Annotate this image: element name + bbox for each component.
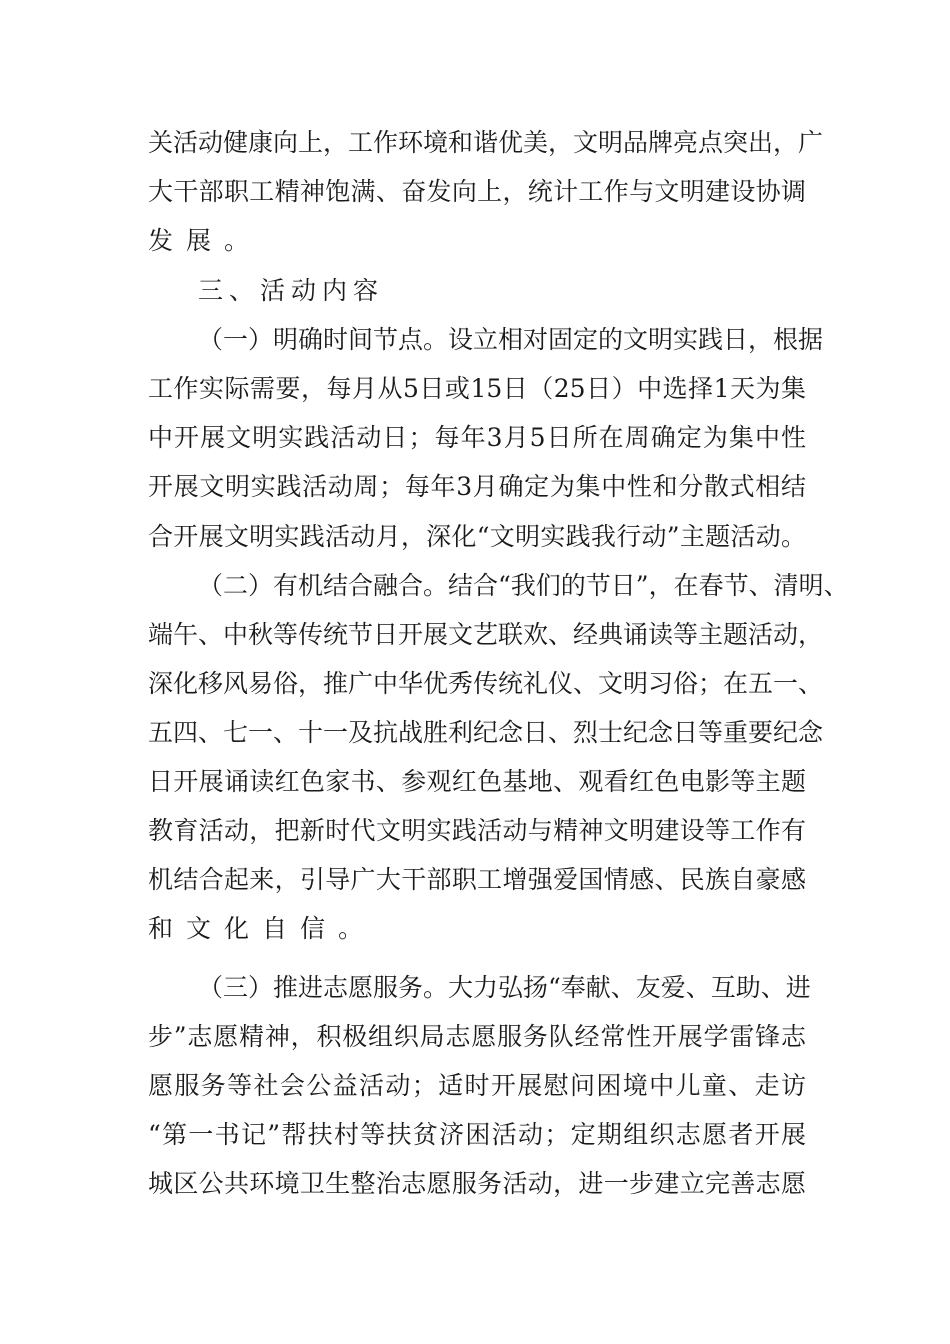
text-line: 大干部职工精神饱满、奋发向上，统计工作与文明建设协调: [148, 177, 806, 206]
text-line: 愿服务等社会公益活动；适时开展慰问困境中儿童、走访: [148, 1071, 806, 1100]
text-line: “第一书记”帮扶村等扶贫济困活动；定期组织志愿者开展: [148, 1120, 806, 1149]
text-line: 开展文明实践活动周；每年3月确定为集中性和分散式相结: [148, 472, 806, 501]
text-line: 城区公共环境卫生整治志愿服务活动，进一步建立完善志愿: [148, 1169, 806, 1198]
text-line: 中开展文明实践活动日；每年3月5日所在周确定为集中性: [148, 423, 806, 452]
section-heading: 三、活动内容: [198, 276, 385, 305]
text-line: 和文化自信。: [148, 914, 377, 943]
text-line: （二）有机结合融合。结合“我们的节日”，在春节、清明、: [198, 571, 849, 600]
text-line: 关活动健康向上，工作环境和谐优美，文明品牌亮点突出，广: [148, 128, 824, 157]
text-line: 发展。: [148, 226, 263, 255]
text-line: 工作实际需要，每月从5日或15日（25日）中选择1天为集: [148, 374, 806, 403]
text-line: （三）推进志愿服务。大力弘扬“奉献、友爱、互助、进: [198, 973, 811, 1002]
text-line: （一）明确时间节点。设立相对固定的文明实践日，根据: [198, 325, 824, 354]
text-line: 教育活动，把新时代文明实践活动与精神文明建设等工作有: [148, 816, 806, 845]
text-line: 深化移风易俗，推广中华优秀传统礼仪、文明习俗；在五一、: [148, 669, 824, 698]
text-line: 五四、七一、十一及抗战胜利纪念日、烈士纪念日等重要纪念: [148, 718, 824, 747]
text-line: 端午、中秋等传统节日开展文艺联欢、经典诵读等主题活动，: [148, 620, 824, 649]
text-line: 日开展诵读红色家书、参观红色基地、观看红色电影等主题: [148, 767, 806, 796]
text-line: 合开展文明实践活动月，深化“文明实践我行动”主题活动。: [148, 522, 806, 551]
text-line: 步”志愿精神，积极组织局志愿服务队经常性开展学雷锋志: [148, 1022, 806, 1051]
text-line: 机结合起来，引导广大干部职工增强爱国情感、民族自豪感: [148, 865, 806, 894]
